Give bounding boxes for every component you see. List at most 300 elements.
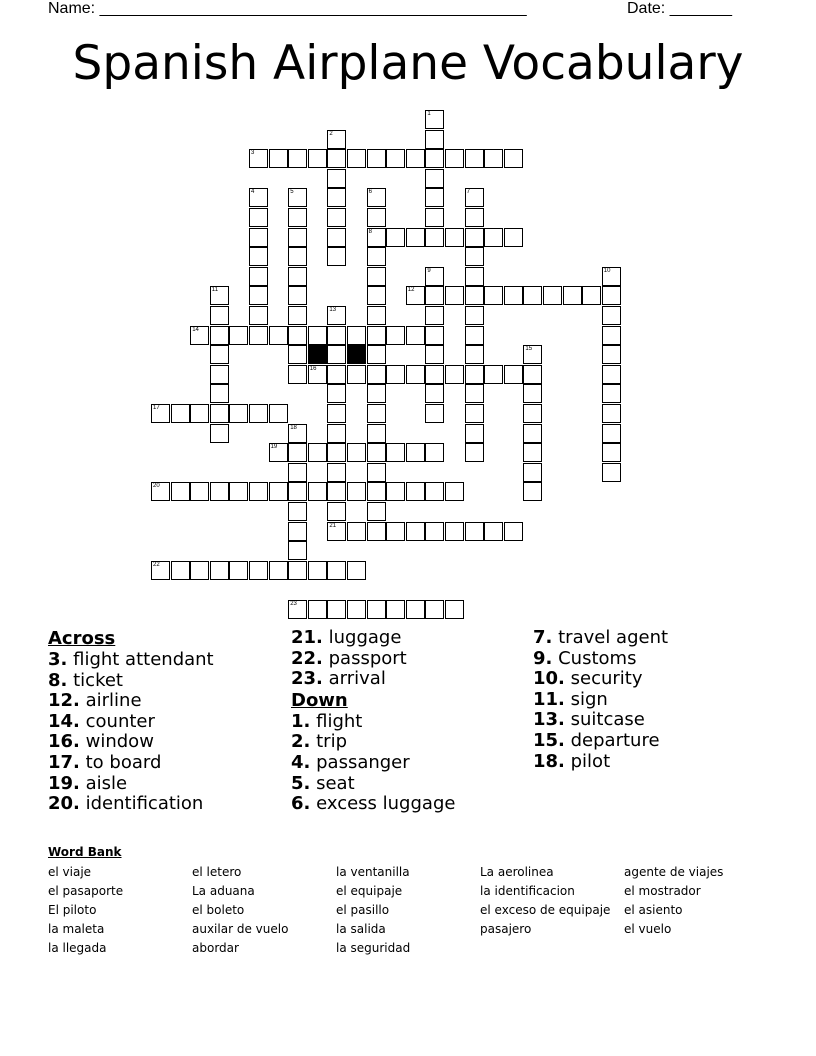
crossword-cell[interactable]: [249, 208, 268, 227]
crossword-cell[interactable]: [367, 443, 386, 462]
cell-number: 18: [290, 424, 297, 431]
crossword-cell[interactable]: [367, 326, 386, 345]
cell-number: 6: [368, 189, 372, 196]
word-bank-column-1: [48, 863, 123, 958]
clue-number: 13.: [533, 709, 565, 731]
clue-number: 3.: [48, 649, 68, 670]
crossword-cell[interactable]: [367, 502, 386, 521]
crossword-cell[interactable]: [210, 345, 229, 364]
crossword-cell[interactable]: [425, 188, 444, 207]
cell-number: 11: [211, 287, 219, 294]
crossword-cell[interactable]: [484, 365, 503, 384]
crossword-cell[interactable]: [288, 600, 307, 619]
cell-number: 22: [153, 561, 160, 568]
crossword-cell[interactable]: [308, 326, 327, 345]
clue-down-6: [291, 794, 455, 815]
word-bank-item: la llegada: [48, 941, 107, 955]
clue-number: 2.: [291, 731, 311, 753]
crossword-cell[interactable]: [484, 149, 503, 168]
word-bank-item: agente de viajes: [624, 865, 724, 879]
crossword-cell[interactable]: [504, 149, 523, 168]
crossword-cell[interactable]: [327, 247, 346, 266]
crossword-cell[interactable]: [288, 267, 307, 286]
word-bank-item: pasajero: [480, 922, 532, 936]
crossword-cell[interactable]: [523, 463, 542, 482]
clue-text: trip: [316, 731, 347, 753]
crossword-cell[interactable]: [249, 326, 268, 345]
crossword-cell[interactable]: [171, 482, 190, 501]
crossword-cell[interactable]: [406, 286, 425, 305]
crossword-cell[interactable]: [190, 326, 209, 345]
crossword-cell[interactable]: [229, 326, 248, 345]
crossword-cell[interactable]: [171, 404, 190, 423]
crossword-cell[interactable]: [327, 424, 346, 443]
cell-number: 4: [251, 189, 255, 196]
crossword-cell[interactable]: [386, 365, 405, 384]
crossword-cell[interactable]: [406, 228, 425, 247]
cell-number: 20: [153, 483, 160, 490]
crossword-cell[interactable]: [327, 561, 346, 580]
crossword-cell[interactable]: [190, 561, 209, 580]
crossword-cell[interactable]: [327, 208, 346, 227]
crossword-cell[interactable]: [327, 365, 346, 384]
crossword-cell[interactable]: [347, 443, 366, 462]
crossword-cell[interactable]: [386, 522, 405, 541]
crossword-cell[interactable]: [425, 208, 444, 227]
crossword-cell[interactable]: [504, 522, 523, 541]
crossword-cell[interactable]: [288, 463, 307, 482]
crossword-cell[interactable]: [425, 286, 444, 305]
clue-text: flight attendant: [73, 649, 214, 670]
crossword-cell[interactable]: [367, 188, 386, 207]
crossword-cell[interactable]: [327, 384, 346, 403]
cell-number: 23: [290, 601, 297, 607]
crossword-cell[interactable]: [504, 286, 523, 305]
crossword-cell[interactable]: [367, 149, 386, 168]
clue-text: sign: [570, 688, 608, 710]
date-field-label: Date: _______: [627, 0, 732, 17]
crossword-cell[interactable]: [269, 326, 288, 345]
clue-text: airline: [85, 690, 142, 712]
crossword-cell[interactable]: [386, 443, 405, 462]
clue-text: excess luggage: [316, 793, 456, 815]
word-bank-item: auxilar de vuelo: [192, 922, 289, 936]
clue-across-23: [291, 669, 455, 690]
word-bank-item: el asiento: [624, 903, 683, 917]
clue-text: security: [570, 668, 643, 690]
crossword-cell[interactable]: [406, 365, 425, 384]
crossword-cell[interactable]: [327, 306, 346, 325]
crossword-cell[interactable]: [602, 345, 621, 364]
crossword-cell[interactable]: [582, 286, 601, 305]
crossword-cell[interactable]: [249, 404, 268, 423]
crossword-cell[interactable]: [288, 306, 307, 325]
crossword-cell[interactable]: [249, 561, 268, 580]
cell-number: 17: [153, 405, 160, 411]
word-bank-item: la identificacion: [480, 884, 575, 898]
crossword-cell[interactable]: [367, 522, 386, 541]
word-bank-item: el equipaje: [336, 884, 403, 898]
clue-down-18: [533, 752, 668, 773]
crossword-cell[interactable]: [367, 286, 386, 305]
crossword-cell[interactable]: [406, 522, 425, 541]
crossword-cell[interactable]: [465, 443, 484, 462]
crossword-cell[interactable]: [425, 326, 444, 345]
clue-text: counter: [85, 710, 155, 732]
cell-number: 5: [290, 189, 294, 196]
crossword-cell[interactable]: [269, 149, 288, 168]
crossword-cell[interactable]: [523, 384, 542, 403]
clue-across-21: [291, 628, 455, 649]
crossword-cell[interactable]: [308, 365, 327, 384]
crossword-cell[interactable]: [425, 482, 444, 501]
clue-across-12: [48, 691, 214, 712]
crossword-cell[interactable]: [425, 306, 444, 325]
crossword-cell[interactable]: [602, 267, 621, 286]
crossword-cell[interactable]: [347, 561, 366, 580]
crossword-cell[interactable]: [288, 561, 307, 580]
clue-number: 6.: [291, 793, 311, 815]
crossword-cell[interactable]: [425, 600, 444, 619]
crossword-cell[interactable]: [288, 345, 307, 364]
crossword-cell[interactable]: [347, 365, 366, 384]
crossword-cell[interactable]: [523, 365, 542, 384]
crossword-cell[interactable]: [386, 600, 405, 619]
word-bank-item: el mostrador: [624, 884, 701, 898]
crossword-cell[interactable]: [425, 522, 444, 541]
clue-number: 8.: [48, 669, 68, 691]
clue-across-22: [291, 649, 455, 670]
clue-number: 4.: [291, 751, 311, 773]
crossword-cell[interactable]: [367, 306, 386, 325]
crossword-cell[interactable]: [602, 306, 621, 325]
crossword-cell[interactable]: [288, 541, 307, 560]
crossword-cell[interactable]: [229, 561, 248, 580]
clue-column-1: [48, 628, 214, 815]
crossword-cell[interactable]: [465, 404, 484, 423]
crossword-cell[interactable]: [249, 267, 268, 286]
crossword-cell[interactable]: [288, 208, 307, 227]
crossword-cell[interactable]: [288, 149, 307, 168]
clue-number: 22.: [291, 647, 323, 669]
clue-number: 16.: [48, 731, 80, 753]
crossword-cell[interactable]: [386, 326, 405, 345]
crossword-cell[interactable]: [229, 404, 248, 423]
clue-down-10: [533, 669, 668, 690]
word-bank-item: el boleto: [192, 903, 245, 917]
crossword-cell[interactable]: [308, 149, 327, 168]
word-bank-column-5: [624, 863, 723, 939]
across-heading: Across: [48, 628, 116, 649]
clue-number: 21.: [291, 627, 323, 648]
crossword-cell[interactable]: [249, 482, 268, 501]
crossword-cell[interactable]: [425, 169, 444, 188]
crossword-cell[interactable]: [347, 522, 366, 541]
word-bank-item: el viaje: [48, 865, 92, 879]
clue-across-20: [48, 794, 214, 815]
crossword-cell[interactable]: [327, 443, 346, 462]
crossword-cell[interactable]: [425, 345, 444, 364]
clue-number: 1.: [291, 710, 311, 732]
cell-number: 12: [407, 287, 415, 294]
crossword-cell[interactable]: [425, 267, 444, 286]
crossword-cell[interactable]: [327, 130, 346, 149]
cell-number: 16: [309, 365, 317, 372]
crossword-cell[interactable]: [386, 228, 405, 247]
crossword-cell[interactable]: [327, 345, 346, 364]
crossword-cell[interactable]: [465, 149, 484, 168]
crossword-cell[interactable]: [425, 149, 444, 168]
crossword-cell[interactable]: [484, 522, 503, 541]
crossword-cell[interactable]: [288, 326, 307, 345]
crossword-cell[interactable]: [249, 306, 268, 325]
clue-text: luggage: [328, 627, 402, 648]
crossword-cell[interactable]: [543, 286, 562, 305]
crossword-cell[interactable]: [171, 561, 190, 580]
clue-column-2: [291, 628, 455, 815]
crossword-cell[interactable]: [210, 482, 229, 501]
crossword-cell[interactable]: [308, 600, 327, 619]
crossword-cell[interactable]: [288, 228, 307, 247]
crossword-cell[interactable]: [602, 365, 621, 384]
crossword-cell[interactable]: [367, 365, 386, 384]
crossword-cell[interactable]: [523, 482, 542, 501]
crossword-cell[interactable]: [367, 228, 386, 247]
clue-down-11: [533, 690, 668, 711]
crossword-cell[interactable]: [445, 228, 464, 247]
crossword-cell[interactable]: [210, 365, 229, 384]
crossword-cell[interactable]: [465, 326, 484, 345]
crossword-cell[interactable]: [465, 365, 484, 384]
crossword-cell[interactable]: [347, 149, 366, 168]
crossword-cell[interactable]: [465, 345, 484, 364]
cell-number: 15: [525, 346, 533, 353]
crossword-cell[interactable]: [425, 384, 444, 403]
crossword-cell[interactable]: [269, 561, 288, 580]
crossword-cell[interactable]: [386, 149, 405, 168]
crossword-cell[interactable]: [465, 424, 484, 443]
crossword-cell[interactable]: [288, 522, 307, 541]
word-bank-column-4: [480, 863, 610, 939]
crossword-cell[interactable]: [151, 561, 170, 580]
crossword-cell[interactable]: [602, 286, 621, 305]
crossword-cell[interactable]: [445, 522, 464, 541]
crossword-cell[interactable]: [347, 326, 366, 345]
crossword-cell[interactable]: [327, 463, 346, 482]
crossword-cell[interactable]: [465, 384, 484, 403]
crossword-cell[interactable]: [288, 502, 307, 521]
crossword-cell[interactable]: [425, 404, 444, 423]
crossword-cell[interactable]: [249, 228, 268, 247]
word-bank-item: la salida: [336, 922, 386, 936]
crossword-cell[interactable]: [602, 384, 621, 403]
crossword-cell[interactable]: [327, 188, 346, 207]
crossword-cell[interactable]: [190, 404, 209, 423]
crossword-cell[interactable]: [367, 345, 386, 364]
crossword-cell[interactable]: [523, 345, 542, 364]
crossword-cell[interactable]: [465, 522, 484, 541]
crossword-cell[interactable]: [602, 404, 621, 423]
clue-down-7: [533, 628, 668, 649]
crossword-cell[interactable]: [269, 404, 288, 423]
crossword-cell[interactable]: [347, 482, 366, 501]
cell-number: 1: [427, 111, 431, 117]
word-bank-column-2: [192, 863, 288, 958]
crossword-cell[interactable]: [523, 424, 542, 443]
crossword-cell[interactable]: [327, 482, 346, 501]
crossword-cell[interactable]: [465, 247, 484, 266]
crossword-cell[interactable]: [367, 247, 386, 266]
crossword-cell[interactable]: [210, 404, 229, 423]
crossword-cell[interactable]: [465, 306, 484, 325]
crossword-cell[interactable]: [327, 502, 346, 521]
clue-text: identification: [85, 793, 204, 815]
clue-text: window: [85, 731, 154, 753]
crossword-cell[interactable]: [288, 443, 307, 462]
crossword-cell[interactable]: [308, 482, 327, 501]
crossword-cell[interactable]: [445, 286, 464, 305]
crossword-cell[interactable]: [406, 443, 425, 462]
clue-number: 19.: [48, 772, 80, 794]
crossword-cell[interactable]: [504, 228, 523, 247]
crossword-cell[interactable]: [288, 247, 307, 266]
crossword-cell[interactable]: [190, 482, 209, 501]
crossword-cell[interactable]: [288, 286, 307, 305]
crossword-cell[interactable]: [249, 149, 268, 168]
black-square: [347, 345, 366, 364]
cell-number: 21: [329, 522, 337, 529]
crossword-cell[interactable]: [210, 424, 229, 443]
cell-number: 2: [329, 130, 333, 137]
crossword-cell[interactable]: [523, 443, 542, 462]
clue-down-4: [291, 753, 455, 774]
clue-text: flight: [316, 710, 363, 732]
crossword-cell[interactable]: [406, 149, 425, 168]
word-bank-item: la seguridad: [336, 941, 411, 955]
crossword-cell[interactable]: [465, 208, 484, 227]
crossword-cell[interactable]: [445, 482, 464, 501]
crossword-cell[interactable]: [308, 561, 327, 580]
crossword-cell[interactable]: [406, 326, 425, 345]
word-bank-item: la ventanilla: [336, 865, 410, 879]
crossword-cell[interactable]: [406, 600, 425, 619]
clue-down-1: [291, 712, 455, 733]
crossword-cell[interactable]: [465, 286, 484, 305]
crossword-cell[interactable]: [602, 326, 621, 345]
crossword-cell[interactable]: [210, 306, 229, 325]
clue-text: passanger: [316, 751, 410, 773]
crossword-cell[interactable]: [327, 169, 346, 188]
clue-across-19: [48, 774, 214, 795]
crossword-cell[interactable]: [465, 267, 484, 286]
cell-number: 10: [603, 267, 611, 274]
crossword-cell[interactable]: [210, 384, 229, 403]
crossword-cell[interactable]: [602, 424, 621, 443]
crossword-cell[interactable]: [406, 482, 425, 501]
crossword-cell[interactable]: [210, 326, 229, 345]
crossword-cell[interactable]: [151, 404, 170, 423]
crossword-cell[interactable]: [327, 522, 346, 541]
crossword-cell[interactable]: [249, 188, 268, 207]
clue-number: 12.: [48, 690, 80, 712]
crossword-cell[interactable]: [465, 228, 484, 247]
crossword-cell[interactable]: [288, 482, 307, 501]
crossword-cell[interactable]: [327, 404, 346, 423]
crossword-cell[interactable]: [288, 365, 307, 384]
crossword-cell[interactable]: [445, 365, 464, 384]
word-bank-item: el letero: [192, 865, 242, 879]
crossword-cell[interactable]: [210, 286, 229, 305]
crossword-cell[interactable]: [484, 228, 503, 247]
crossword-cell[interactable]: [504, 365, 523, 384]
crossword-cell[interactable]: [327, 600, 346, 619]
clue-down-15: [533, 731, 668, 752]
crossword-cell[interactable]: [367, 600, 386, 619]
word-bank-item: La aduana: [192, 884, 255, 898]
crossword-cell[interactable]: [425, 365, 444, 384]
crossword-cell[interactable]: [327, 326, 346, 345]
crossword-cell[interactable]: [523, 286, 542, 305]
crossword-cell[interactable]: [288, 188, 307, 207]
crossword-cell[interactable]: [425, 443, 444, 462]
clue-text: departure: [570, 729, 660, 751]
crossword-cell[interactable]: [288, 424, 307, 443]
crossword-cell[interactable]: [484, 286, 503, 305]
crossword-cell[interactable]: [465, 188, 484, 207]
crossword-cell[interactable]: [367, 424, 386, 443]
crossword-cell[interactable]: [367, 404, 386, 423]
crossword-cell[interactable]: [367, 384, 386, 403]
cell-number: 13: [329, 307, 337, 313]
crossword-cell[interactable]: [367, 267, 386, 286]
crossword-cell[interactable]: [151, 482, 170, 501]
clue-text: travel agent: [558, 627, 669, 648]
crossword-cell[interactable]: [327, 149, 346, 168]
crossword-cell[interactable]: [269, 482, 288, 501]
crossword-cell[interactable]: [425, 130, 444, 149]
crossword-cell[interactable]: [425, 110, 444, 129]
crossword-cell[interactable]: [425, 228, 444, 247]
crossword-cell[interactable]: [563, 286, 582, 305]
clue-text: ticket: [73, 669, 123, 691]
clue-across-14: [48, 712, 214, 733]
clue-number: 9.: [533, 647, 553, 669]
crossword-cell[interactable]: [523, 404, 542, 423]
crossword-cell[interactable]: [602, 443, 621, 462]
word-bank-item: el exceso de equipaje: [480, 903, 611, 917]
crossword-cell[interactable]: [367, 463, 386, 482]
cell-number: 9: [427, 267, 431, 274]
crossword-cell[interactable]: [229, 482, 248, 501]
clue-number: 23.: [291, 668, 323, 690]
crossword-cell[interactable]: [367, 208, 386, 227]
crossword-cell[interactable]: [386, 482, 405, 501]
cell-number: 19: [270, 444, 278, 451]
crossword-cell[interactable]: [308, 443, 327, 462]
crossword-cell[interactable]: [269, 443, 288, 462]
page-title: Spanish Airplane Vocabulary: [72, 36, 744, 91]
crossword-cell[interactable]: [210, 561, 229, 580]
crossword-cell[interactable]: [367, 482, 386, 501]
crossword-cell[interactable]: [445, 600, 464, 619]
crossword-cell[interactable]: [327, 228, 346, 247]
word-bank-item: La aerolinea: [480, 865, 554, 879]
crossword-cell[interactable]: [602, 463, 621, 482]
crossword-cell[interactable]: [445, 149, 464, 168]
crossword-cell[interactable]: [347, 600, 366, 619]
crossword-cell[interactable]: [249, 286, 268, 305]
crossword-cell[interactable]: [249, 247, 268, 266]
